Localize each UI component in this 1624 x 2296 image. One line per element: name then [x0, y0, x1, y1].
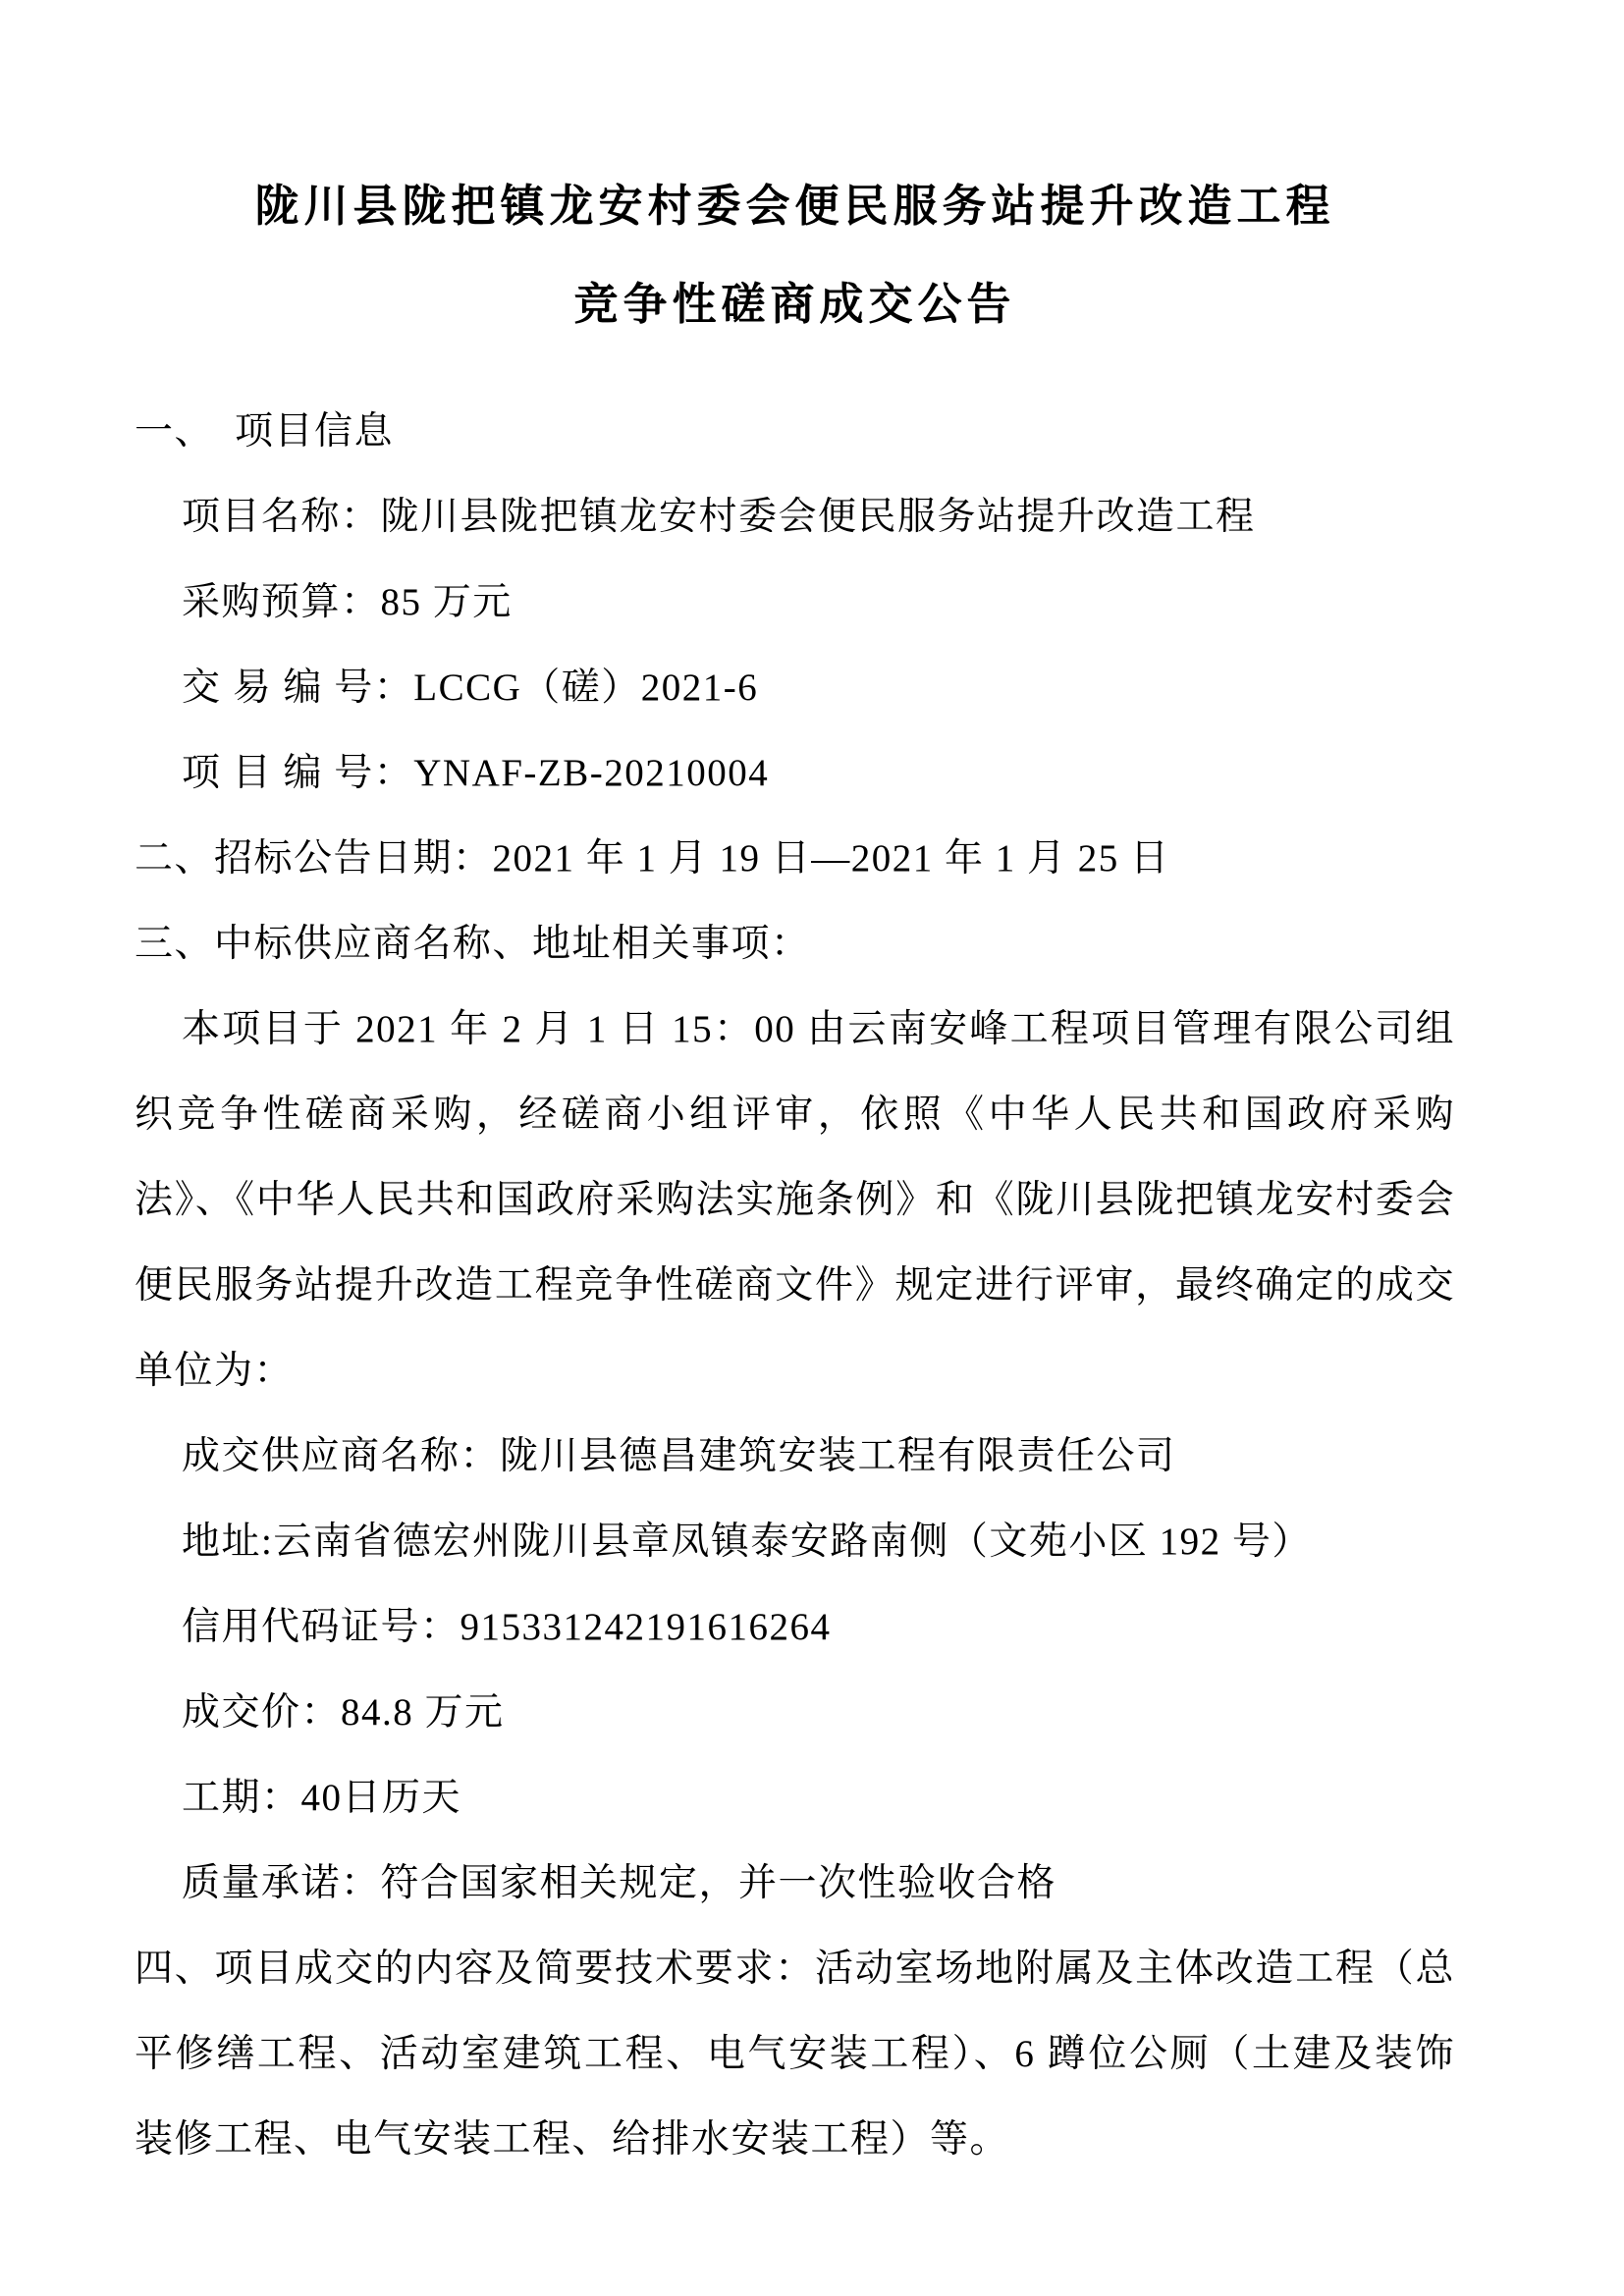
construction-period-line: 工期：40日历天	[182, 1777, 462, 1819]
document-title-line-2: 竞争性磋商成交公告	[573, 279, 1016, 329]
document-title-line-1: 陇川县陇把镇龙安村委会便民服务站提升改造工程	[254, 181, 1335, 231]
document-title	[135, 157, 1455, 353]
procurement-budget-line: 采购预算：85 万元	[182, 581, 513, 623]
section-1-heading: 一、 项目信息	[135, 410, 395, 453]
supplier-address-line: 地址:云南省德宏州陇川县章凤镇泰安路南侧（文苑小区 192 号）	[182, 1521, 1312, 1563]
transaction-number-line: 交 易 编 号：LCCG（磋）2021-6	[182, 667, 759, 709]
quality-commitment-line: 质量承诺：符合国家相关规定，并一次性验收合格	[182, 1862, 1057, 1904]
evaluation-paragraph: 本项目于 2021 年 2 月 1 日 15：00 由云南安峰工程项目管理有限公司组织竞争性磋商采购，经磋商小组评审，依照《中华人民共和国政府采购法》、《中华人民共和国政府采购法实施条例》和《陇川县陇把镇龙安村委会便民服务站提升改造工程竞争性磋商文件》规定进行评审，最终确定的成交单位为：	[135, 1008, 1455, 1392]
section-2-heading: 二、招标公告日期：2021 年 1 月 19 日—2021 年 1 月 25 日	[135, 837, 1170, 880]
section-3-heading: 三、中标供应商名称、地址相关事项：	[135, 923, 811, 965]
project-name-line: 项目名称：陇川县陇把镇龙安村委会便民服务站提升改造工程	[182, 496, 1256, 538]
project-number-line: 项 目 编 号：YNAF-ZB-20210004	[182, 752, 770, 794]
winning-supplier-line: 成交供应商名称：陇川县德昌建筑安装工程有限责任公司	[182, 1435, 1176, 1477]
document-body	[135, 389, 1455, 2182]
section-4-paragraph: 四、项目成交的内容及简要技术要求：活动室场地附属及主体改造工程（总平修缮工程、活动室建筑工程、电气安装工程）、6 蹲位公厕（土建及装饰装修工程、电气安装工程、给排水安装工程）等。	[135, 1948, 1455, 2161]
transaction-price-line: 成交价：84.8 万元	[182, 1691, 505, 1734]
credit-code-line: 信用代码证号：915331242191616264	[182, 1606, 832, 1648]
